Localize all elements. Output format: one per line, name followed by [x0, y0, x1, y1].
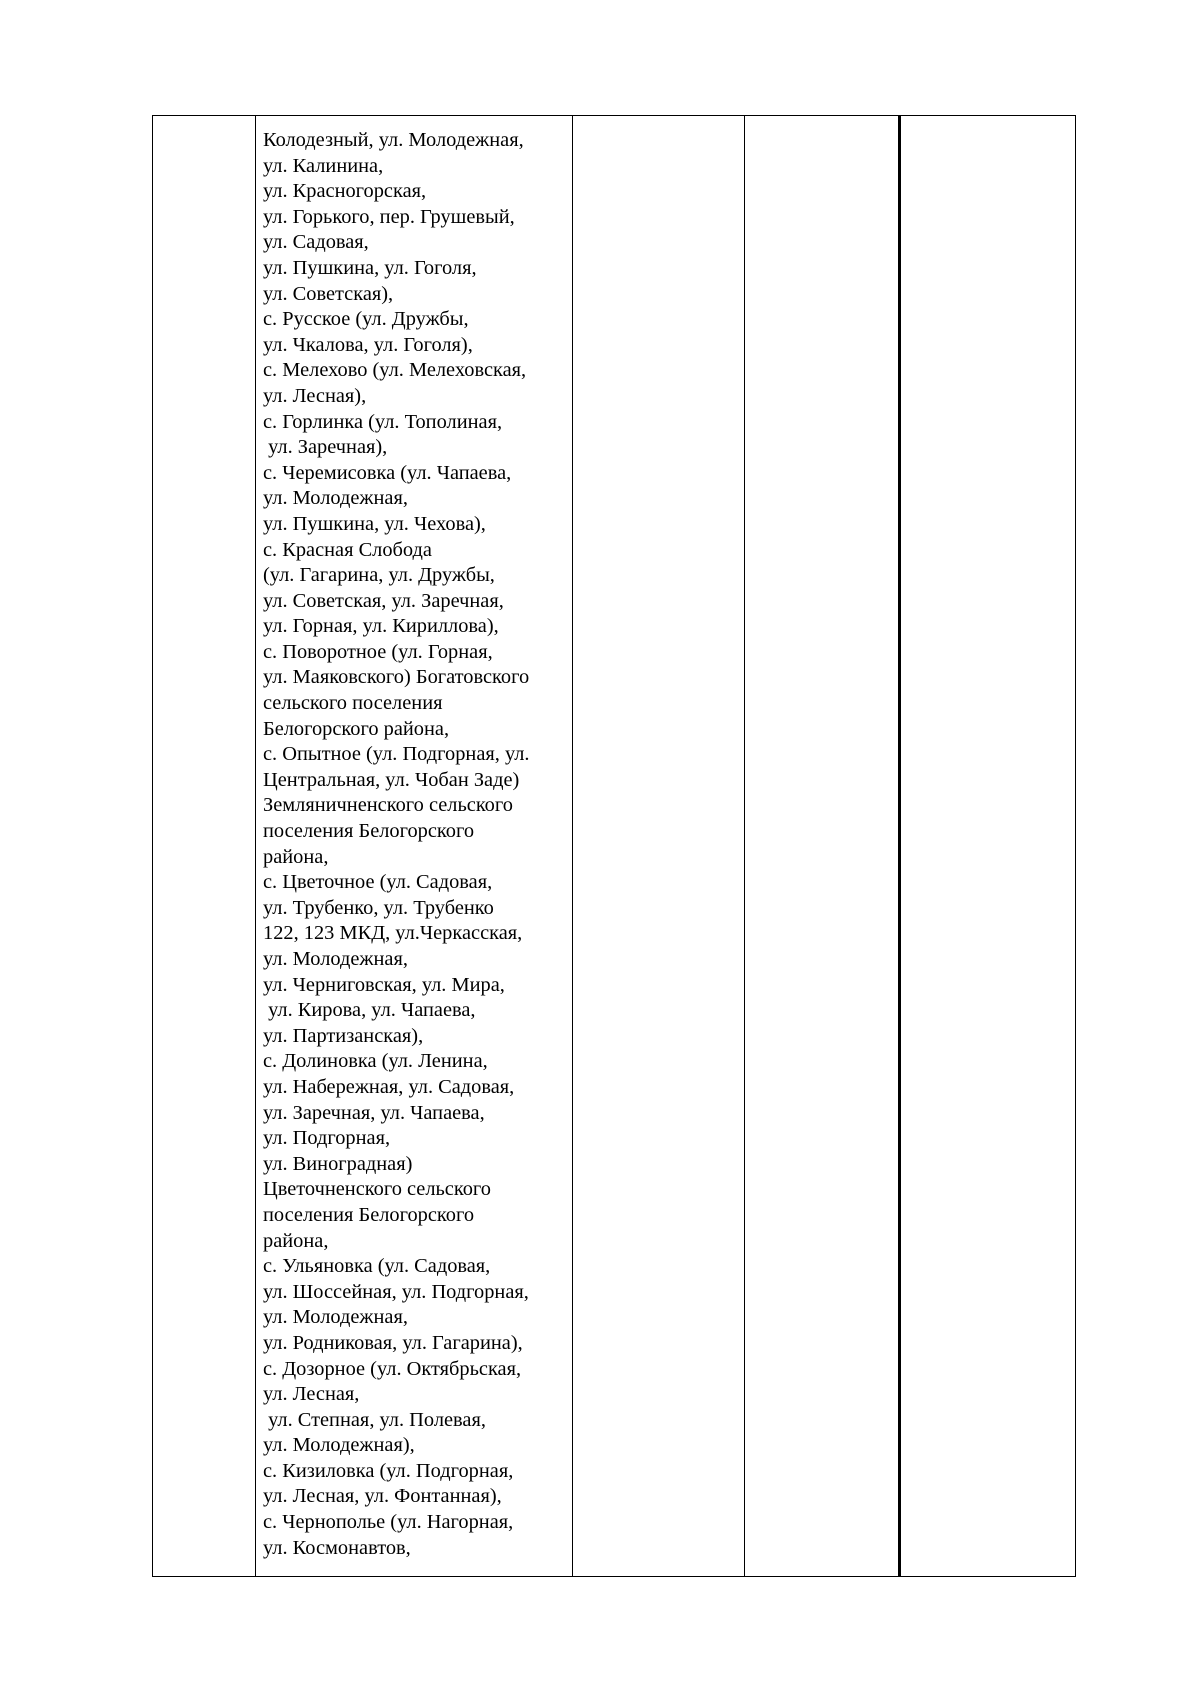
address-line: ул. Партизанская),	[263, 1024, 424, 1047]
table-row	[153, 116, 1076, 1577]
address-line: с. Долиновка (ул. Ленина,	[263, 1050, 488, 1073]
address-line: поселения Белогорского	[263, 1203, 475, 1226]
address-line: ул. Горького, пер. Грушевый,	[263, 205, 515, 228]
address-line: ул. Шоссейная, ул. Подгорная,	[263, 1280, 529, 1303]
address-line: ул. Кирова, ул. Чапаева,	[263, 999, 476, 1022]
address-line: ул. Пушкина, ул. Гоголя,	[263, 256, 477, 279]
address-line: ул. Черниговская, ул. Мира,	[263, 973, 505, 996]
address-line: Белогорского района,	[263, 717, 450, 740]
address-line: Цветочненского сельского	[263, 1178, 491, 1201]
address-line: с. Цветочное (ул. Садовая,	[263, 871, 493, 894]
address-line: ул. Заречная),	[263, 436, 388, 459]
address-line: с. Мелехово (ул. Мелеховская,	[263, 359, 527, 382]
address-line: ул. Советская),	[263, 282, 394, 305]
address-line: ул. Молодежная,	[263, 487, 408, 510]
address-list	[256, 116, 572, 1561]
address-line: с. Опытное (ул. Подгорная, ул.	[263, 743, 530, 766]
cell-col-4	[745, 116, 900, 1577]
cell-col-5	[900, 116, 1076, 1577]
address-line: ул. Молодежная,	[263, 1306, 408, 1329]
address-line: ул. Молодежная,	[263, 948, 408, 970]
address-line: поселения Белогорского	[263, 820, 475, 843]
document-table	[152, 115, 1076, 1577]
address-line: сельского поселения	[263, 692, 443, 715]
address-line: района,	[263, 845, 329, 868]
address-line: ул. Космонавтов,	[263, 1536, 411, 1559]
address-line: с. Красная Слобода	[263, 538, 432, 561]
address-line: ул. Советская, ул. Заречная,	[263, 589, 504, 612]
address-line: с. Русское (ул. Дружбы,	[263, 308, 469, 331]
address-line: Колодезный, ул. Молодежная,	[263, 129, 524, 151]
address-line: ул. Молодежная),	[263, 1434, 415, 1457]
address-line: ул. Лесная,	[263, 1383, 360, 1406]
address-line: с. Поворотное (ул. Горная,	[263, 640, 493, 663]
address-line: с. Дозорное (ул. Октябрьская,	[263, 1357, 522, 1380]
address-line: ул. Калинина,	[263, 154, 384, 177]
address-line: района,	[263, 1229, 329, 1252]
address-line: ул. Чкалова, ул. Гоголя),	[263, 333, 473, 356]
address-line: Земляничненского сельского	[263, 794, 513, 817]
address-line: ул. Лесная, ул. Фонтанная),	[263, 1485, 502, 1508]
address-line: ул. Заречная, ул. Чапаева,	[263, 1101, 485, 1124]
address-line: ул. Пушкина, ул. Чехова),	[263, 512, 486, 535]
address-line: ул. Лесная),	[263, 384, 367, 407]
address-line: с. Кизиловка (ул. Подгорная,	[263, 1459, 514, 1482]
address-line: (ул. Гагарина, ул. Дружбы,	[263, 564, 495, 587]
address-line: ул. Красногорская,	[263, 180, 427, 203]
address-line: с. Ульяновка (ул. Садовая,	[263, 1255, 491, 1278]
cell-addresses	[256, 116, 573, 1577]
address-line: с. Чернополье (ул. Нагорная,	[263, 1511, 514, 1534]
address-line: с. Горлинка (ул. Тополиная,	[263, 410, 503, 433]
address-line: с. Черемисовка (ул. Чапаева,	[263, 461, 512, 484]
address-line: 122, 123 МКД, ул.Черкасская,	[263, 922, 523, 945]
cell-col-1	[153, 116, 256, 1577]
address-line: ул. Набережная, ул. Садовая,	[263, 1075, 515, 1098]
address-line: ул. Горная, ул. Кириллова),	[263, 615, 499, 638]
address-line: Центральная, ул. Чобан Заде)	[263, 768, 520, 791]
address-line: ул. Родниковая, ул. Гагарина),	[263, 1331, 523, 1354]
address-line: ул. Подгорная,	[263, 1127, 391, 1150]
cell-col-3	[573, 116, 745, 1577]
address-line: ул. Виноградная)	[263, 1152, 413, 1175]
address-line: ул. Степная, ул. Полевая,	[263, 1408, 486, 1431]
address-line: ул. Трубенко, ул. Трубенко	[263, 896, 494, 919]
address-line: ул. Садовая,	[263, 231, 369, 254]
address-line: ул. Маяковского) Богатовского	[263, 666, 530, 689]
